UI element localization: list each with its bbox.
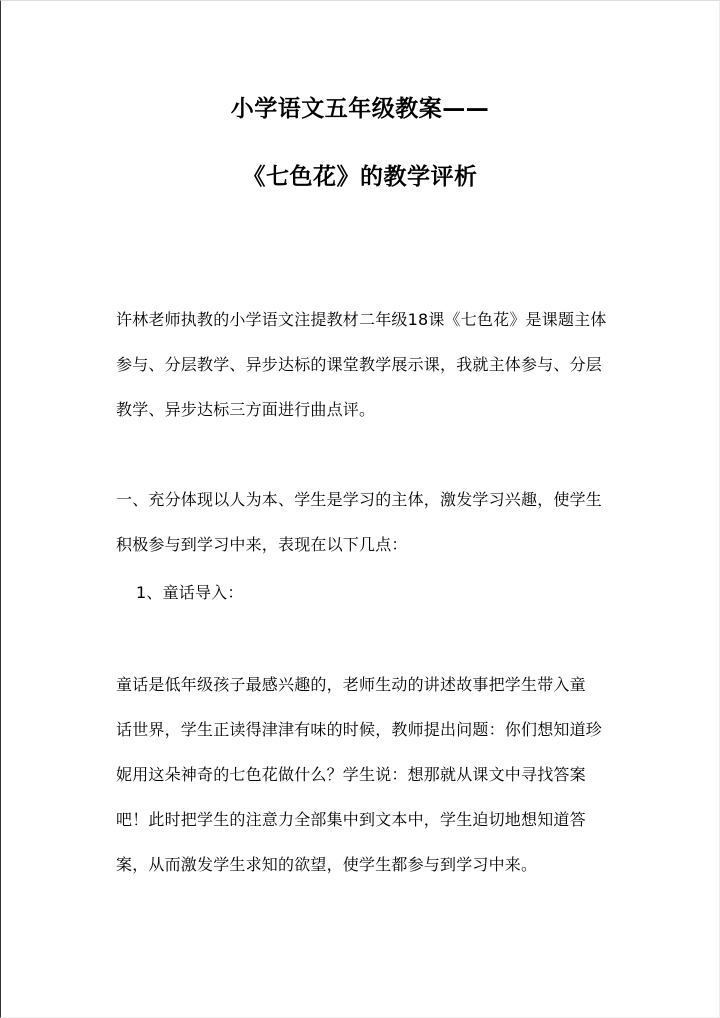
- subheading-fairy-tale-intro: [136, 570, 636, 615]
- text-line: 一、充分体现以人为本、学生是学习的主体，激发学习兴趣，使学生: [116, 490, 603, 509]
- fairy-tale-paragraph: [116, 662, 616, 887]
- document-title-line-2: 《七色花》的教学评析: [242, 164, 478, 190]
- text-line: 妮用这朵神奇的七色花做什么？学生说：想那就从课文中寻找答案: [116, 765, 586, 784]
- text-line: 许林老师执教的小学语文注提教材二年级18课《七色花》是课题主体: [116, 310, 607, 329]
- text-line: 童话是低年级孩子最感兴趣的，老师生动的讲述故事把学生带入童: [116, 675, 586, 694]
- text-line: 积极参与到学习中来，表现在以下几点：: [116, 535, 408, 554]
- text-line: 参与、分层教学、异步达标的课堂教学展示课，我就主体参与、分层: [116, 355, 603, 374]
- text-line: 教学、异步达标三方面进行曲点评。: [116, 400, 376, 419]
- intro-paragraph: [116, 297, 616, 432]
- text-line: 话世界，学生正读得津津有味的时候，教师提出问题：你们想知道珍: [116, 720, 603, 739]
- document-title-line-1: 小学语文五年级教案——: [230, 96, 490, 122]
- text-line: 案，从而激发学生求知的欲望，使学生都参与到学习中来。: [116, 855, 538, 874]
- text-line: 吧！此时把学生的注意力全部集中到文本中，学生迫切地想知道答: [116, 810, 586, 829]
- text-line: 1、童话导入：: [136, 583, 244, 602]
- section-one-paragraph: [116, 477, 616, 567]
